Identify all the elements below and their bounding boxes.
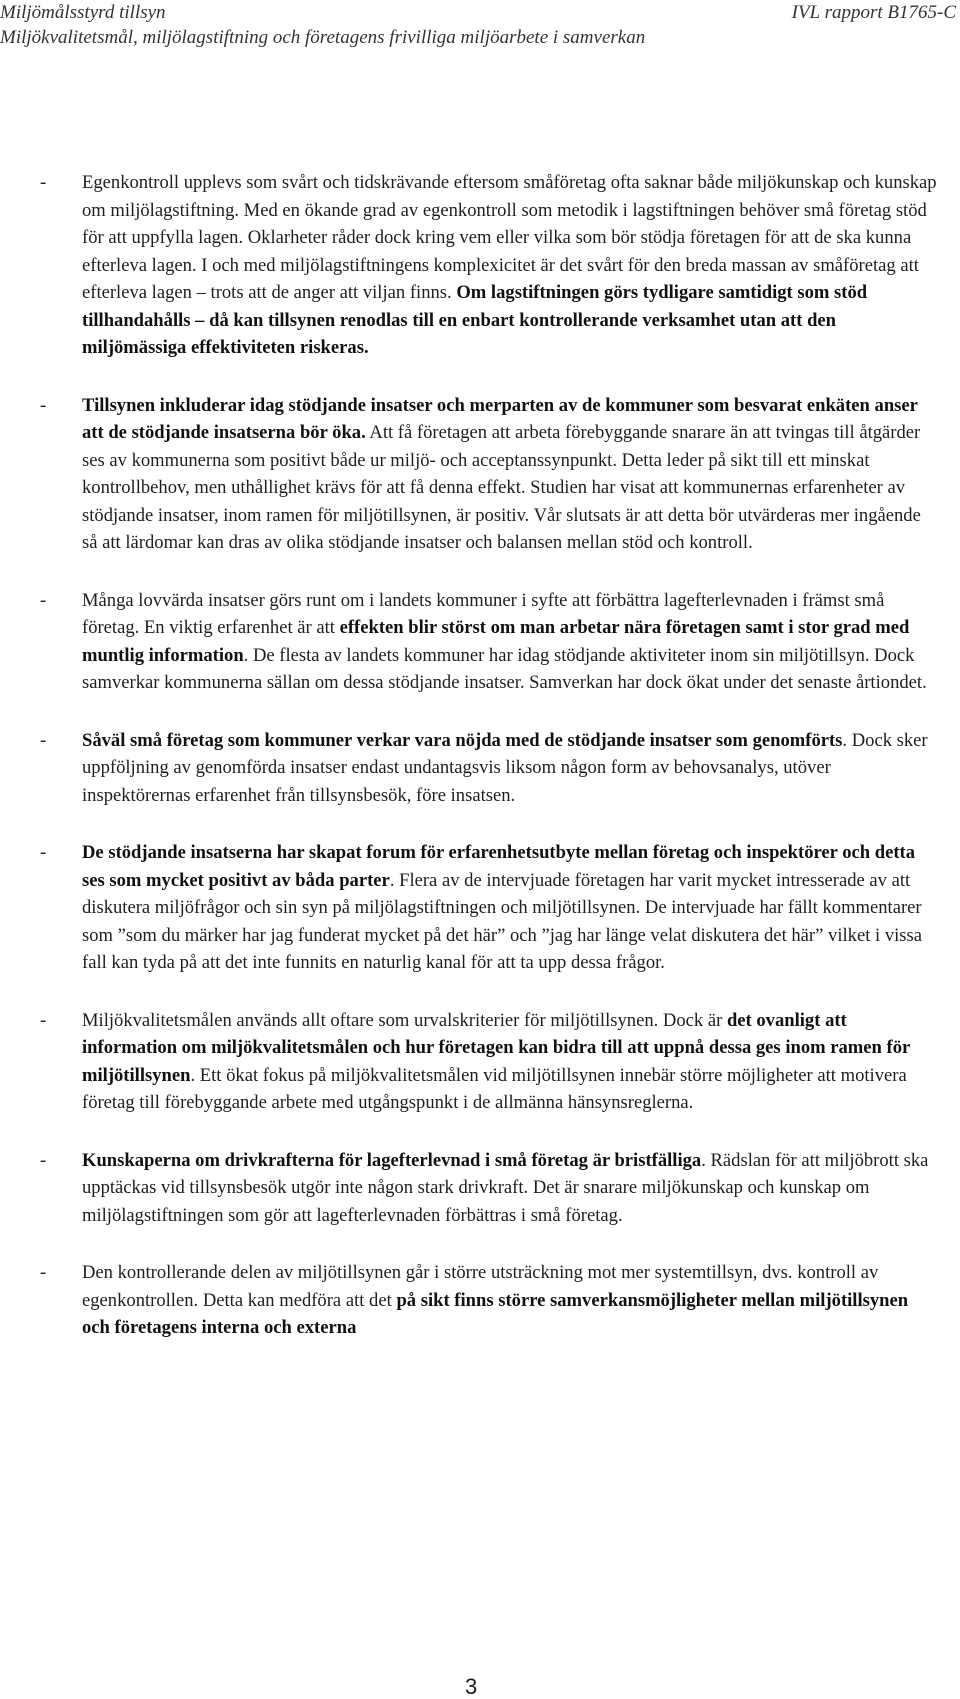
bold-emphasis: effekten blir störst om man arbetar nära företagen samt i stor grad med muntlig information xyxy=(82,617,910,666)
bold-emphasis: på sikt finns större samverkansmöjligheter mellan miljötillsynen och företagens interna och externa xyxy=(82,1289,909,1338)
bullet-dash: - xyxy=(40,1149,47,1171)
paragraph: Egenkontroll upplevs som svårt och tidskrävande eftersom småföretag ofta saknar både miljökunskap och kunskap om miljölagstiftning. Med en ökande grad av egenkontroll som metodik i lagstiftningen behöver små företag stöd för att uppfylla lagen. Oklarheter råder dock kring vem eller vilka som bör stödja företagen för att de ska kunna efterleva lagen. I och med miljölagstiftningens komplexicitet är det svårt för den breda massan av småföretag att efterleva lagen – trots att de anger att viljan finns. Om lagstiftningen görs tydligare samtidigt som stöd tillhandahålls – då kan tillsynen renodlas till en enbart kontrollerande verksamhet utan att den miljömässiga effektiviteten riskeras. xyxy=(82,172,937,358)
bold-emphasis: det ovanligt att information om miljökvalitetsmålen och hur företagen kan bidra till att uppnå dessa ges inom ramen för miljötillsynen xyxy=(82,1009,910,1086)
bold-emphasis: Kunskaperna om drivkrafterna för lagefterlevnad i små företag är bristfälliga xyxy=(82,1149,702,1171)
paragraph: Den kontrollerande delen av miljötillsynen går i större utsträckning mot mer systemtillsyn, dvs. kontroll av egenkontrollen. Detta kan medföra att det på sikt finns större samverkansmöjligheter mellan miljötillsynen och företagens interna och externa xyxy=(82,1262,909,1338)
list-item xyxy=(40,169,940,362)
bullet-dash: - xyxy=(40,1009,47,1031)
list-item xyxy=(40,587,940,697)
report-number: IVL rapport B1765-C xyxy=(791,2,956,23)
bold-emphasis: Såväl små företag som kommuner verkar vara nöjda med de stödjande insatser som genomförts xyxy=(82,729,843,751)
paragraph: De stödjande insatserna har skapat forum för erfarenhetsutbyte mellan företag och inspektörer och detta ses som mycket positivt av båda parter. Flera av de intervjuade företagen har varit mycket intresserade av att diskutera miljöfrågor och sin syn på miljölagstiftningen och miljötillsynen. De intervjuade har fällt kommentarer som ”som du märker har jag funderat mycket på det här” och ”jag har länge velat diskutera det här” vilket i vissa fall kan tyda på att det inte funnits en naturlig kanal för att ta upp dessa frågor. xyxy=(82,842,923,973)
page-number: 3 xyxy=(465,1674,478,1699)
bold-emphasis: Om lagstiftningen görs tydligare samtidigt som stöd tillhandahålls – då kan tillsynen renodlas till en enbart kontrollerande verksamhet utan att den miljömässiga effektiviteten riskeras. xyxy=(82,282,868,358)
bullet-dash: - xyxy=(40,1262,47,1283)
running-header xyxy=(0,0,645,50)
bold-emphasis: Tillsynen inkluderar idag stödjande insatser och merparten av de kommuner som besvarat enkäten anser att de stödjande insatserna bör öka. xyxy=(82,394,918,443)
list-item xyxy=(40,1259,940,1342)
findings-list xyxy=(40,169,940,1372)
list-item xyxy=(40,1147,940,1230)
bold-emphasis: De stödjande insatserna har skapat forum för erfarenhetsutbyte mellan företag och inspektörer och detta ses som mycket positivt av båda parter xyxy=(82,842,916,891)
bullet-dash: - xyxy=(40,842,47,863)
bullet-dash: - xyxy=(40,172,47,193)
list-item xyxy=(40,839,940,977)
paragraph: Tillsynen inkluderar idag stödjande insatser och merparten av de kommuner som besvarat enkäten anser att de stödjande insatserna bör öka. Att få företagen att arbeta förebyggande snarare än att tvingas till åtgärder ses av kommunerna som positivt både ur miljö- och acceptanssynpunkt. Detta leder på sikt till ett minskat kontrollbehov, men uthållighet krävs för att få denna effekt. Studien har visat att kommunernas erfarenheter av stödjande insatser, inom ramen för miljötillsynen, är positiv. Vår slutsats är att detta bör utvärderas mer ingående så att lärdomar kan dras av olika stödjande insatser och balansen mellan stöd och kontroll. xyxy=(82,394,921,553)
bullet-dash: - xyxy=(40,394,47,416)
list-item xyxy=(40,392,940,557)
bullet-dash: - xyxy=(40,589,47,611)
list-item xyxy=(40,727,940,810)
paragraph: Många lovvärda insatser görs runt om i landets kommuner i syfte att förbättra lagefterlevnaden i främst små företag. En viktig erfarenhet är att effekten blir störst om man arbetar nära företagen samt i stor grad med muntlig information. De flesta av landets kommuner har idag stödjande aktiviteter inom sin miljötillsyn. Dock samverkar kommunerna sällan om dessa stödjande insatser. Samverkan har dock ökat under det senaste årtiondet. xyxy=(82,589,927,693)
paragraph: Miljökvalitetsmålen används allt oftare som urvalskriterier för miljötillsynen. Dock är det ovanligt att information om miljökvalitetsmålen och hur företagen kan bidra till att uppnå dessa ges inom ramen för miljötillsynen. Ett ökat fokus på miljökvalitetsmålen vid miljötillsynen innebär större möjligheter att motivera företag till förebyggande arbete med utgångspunkt i de allmänna hänsynsreglerna. xyxy=(82,1009,910,1113)
list-item xyxy=(40,1007,940,1117)
header-title: Miljömålsstyrd tillsyn xyxy=(0,2,166,23)
paragraph: Såväl små företag som kommuner verkar vara nöjda med de stödjande insatser som genomförts. Dock sker uppföljning av genomförda insatser endast undantagsvis liksom någon form av behovsanalys, utöver inspektörernas erfarenhet från tillsynsbesök, före insatsen. xyxy=(82,729,928,806)
header-subtitle: Miljökvalitetsmål, miljölagstiftning och företagens frivilliga miljöarbete i samverkan xyxy=(0,27,646,48)
bullet-dash: - xyxy=(40,729,47,751)
paragraph: Kunskaperna om drivkrafterna för lagefterlevnad i små företag är bristfälliga. Rädslan för att miljöbrott ska upptäckas vid tillsynsbesök utgör inte någon stark drivkraft. Det är snarare miljökunskap och kunskap om miljölagstiftningen som gör att lagefterlevnaden förbättras i små företag. xyxy=(82,1149,929,1226)
